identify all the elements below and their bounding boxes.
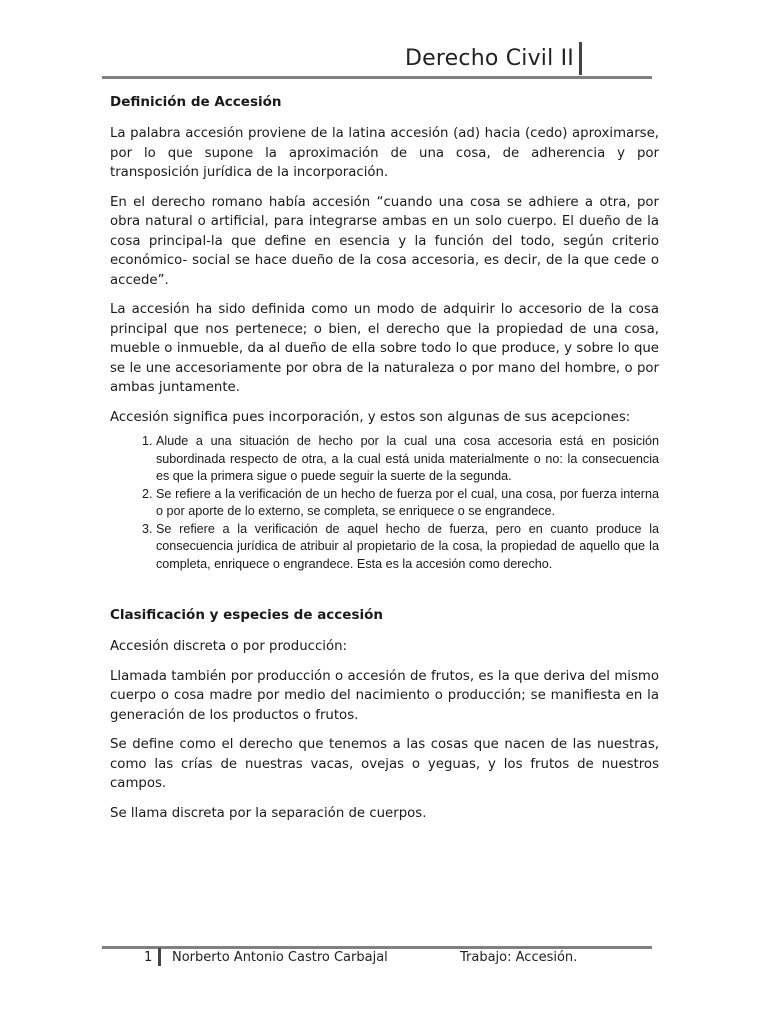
footer-author: Norberto Antonio Castro Carbajal — [172, 950, 388, 965]
footer-divider — [158, 948, 161, 966]
header-divider — [579, 42, 582, 75]
footer-work-title: Trabajo: Accesión. — [460, 950, 578, 965]
list-item: 1. Alude a una situación de hecho por la cual una cosa accesoria está en posición subordinada respecto de otra, a la cual está unida materialmente o no: la consecuencia es que la primera sigue o puede seguir la suerte de la segunda. — [156, 433, 659, 486]
paragraph: Se llama discreta por la separación de cuerpos. — [110, 805, 427, 821]
paragraph: Llamada también por producción o accesión de frutos, es la que deriva del mismo cuerpo o cosa madre por medio del nacimiento o producción; se manifiesta en la generación de los productos o frutos. — [110, 668, 659, 723]
page-number: 1 — [144, 950, 153, 965]
paragraph: La accesión ha sido definida como un modo de adquirir lo accesorio de la cosa principal que nos pertenece; o bien, el derecho que la propiedad de una cosa, mueble o inmueble, da al dueño de ella sobre todo lo que produce, y sobre lo que se le une accesoriamente por obra de la naturaleza o por mano del hombre, o por ambas juntamente. — [110, 302, 659, 395]
page-footer — [102, 946, 652, 976]
page-header — [102, 42, 652, 78]
acepciones-list — [110, 433, 659, 573]
spacer — [110, 573, 659, 607]
section-heading-clasificacion: Clasificación y especies de accesión — [110, 607, 384, 623]
section-heading-definicion: Definición de Accesión — [110, 94, 282, 110]
paragraph: En el derecho romano había accesión “cuando una cosa se adhiere a otra, por obra natural o artificial, para integrarse ambas en un solo cuerpo. El dueño de la cosa principal-la que define en esencia y la función del todo, según criterio económico- social se hace dueño de la cosa accesoria, es decir, de la que cede o accede”. — [110, 194, 659, 288]
header-rule — [102, 76, 652, 79]
footer-rule — [102, 946, 652, 949]
header-title: Derecho Civil II — [405, 46, 574, 71]
document-body — [110, 94, 659, 833]
list-item: 3. Se refiere a la verificación de aquel hecho de fuerza, pero en cuanto produce la consecuencia jurídica de atribuir al propietario de la cosa, la propiedad de aquello que la completa, enriquece o engrandece. Esta es la accesión como derecho. — [156, 521, 659, 574]
paragraph: La palabra accesión proviene de la latina accesión (ad) hacia (cedo) aproximarse, por lo que supone la aproximación de una cosa, de adherencia y por transposición jurídica de la incorporación. — [110, 126, 659, 180]
paragraph: Se define como el derecho que tenemos a las cosas que nacen de las nuestras, como las crías de nuestras vacas, ovejas o yeguas, y los frutos de nuestros campos. — [110, 737, 659, 791]
paragraph: Accesión significa pues incorporación, y estos son algunas de sus acepciones: — [110, 409, 631, 425]
list-item: 2. Se refiere a la verificación de un hecho de fuerza por el cual, una cosa, por fuerza interna o por aporte de lo externo, se completa, se enriquece o se engrandece. — [156, 486, 659, 521]
paragraph: Accesión discreta o por producción: — [110, 639, 347, 654]
